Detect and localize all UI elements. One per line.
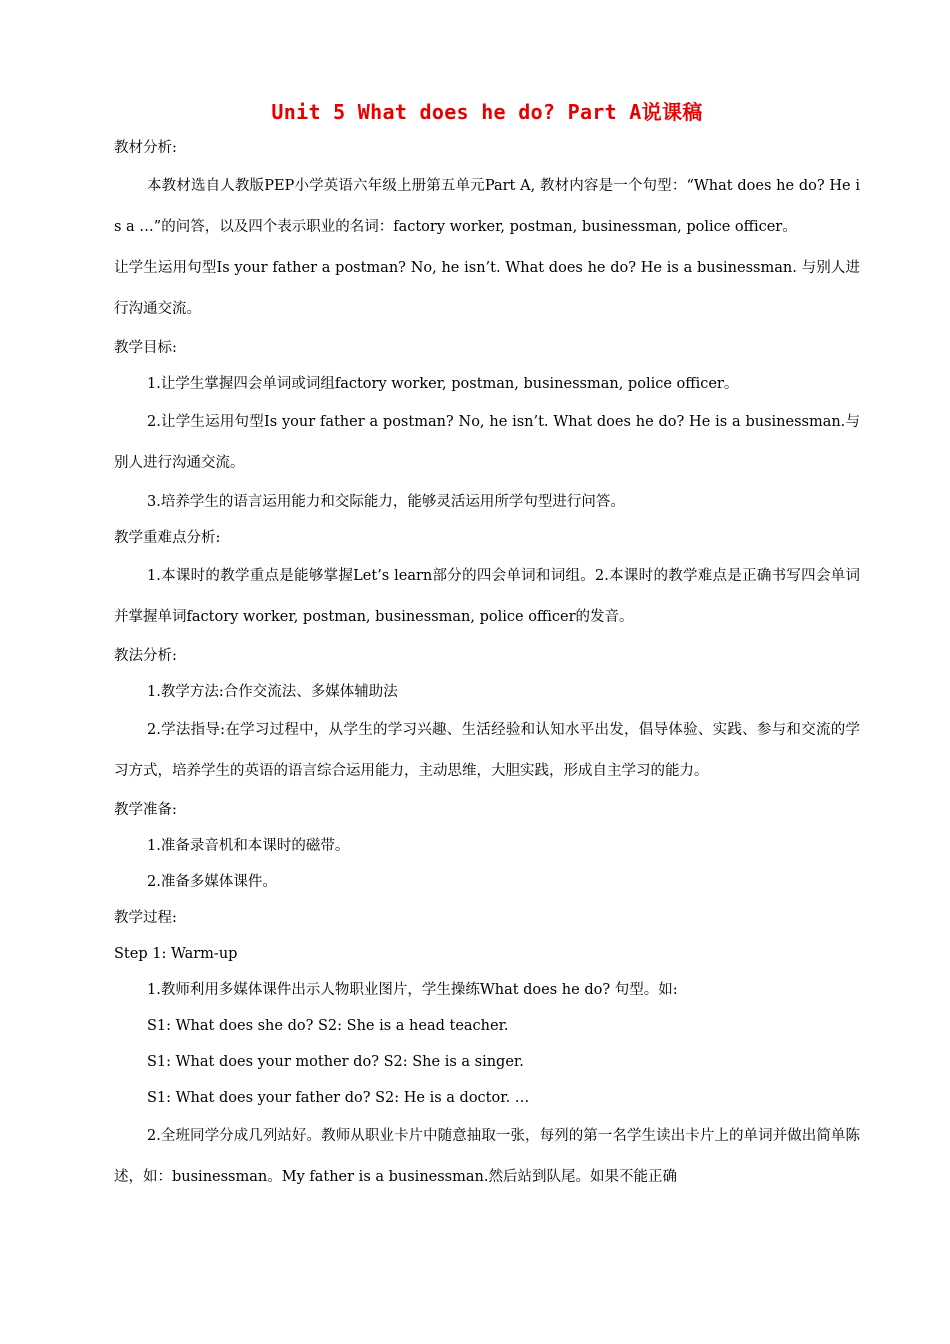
step-1-item-2: 2.全班同学分成几列站好。教师从职业卡片中随意抽取一张，每列的第一名学生读出卡片上的单词并做出简单陈述，如：businessman。My father is a businessman.然后站到队尾。如果不能正确 <box>114 1128 860 1185</box>
section-heading-keypoints: 教学重难点分析: <box>114 530 221 546</box>
document-page <box>114 96 860 1198</box>
section-heading-process: 教学过程: <box>114 910 177 926</box>
analysis-paragraph-1: 本教材选自人教版PEP小学英语六年级上册第五单元Part A, 教材内容是一个句型：“What does he do? He is a …”的问答，以及四个表示职业的名词：factory worker, postman, businessman, police officer。 <box>114 178 860 235</box>
section-heading-analysis: 教材分析: <box>114 140 177 156</box>
document-title: Unit 5 What does he do? Part A说课稿 <box>271 100 703 124</box>
prep-item-1: 1.准备录音机和本课时的磁带。 <box>147 838 350 854</box>
section-heading-methods: 教法分析: <box>114 648 177 664</box>
dialog-line-3: S1: What does your father do? S2: He is a doctor. … <box>147 1090 530 1106</box>
analysis-paragraph-2: 让学生运用句型Is your father a postman? No, he isn’t. What does he do? He is a businessman. 与别人进行沟通交流。 <box>114 260 860 317</box>
keypoints-paragraph: 1.本课时的教学重点是能够掌握Let’s learn部分的四会单词和词组。2.本课时的教学难点是正确书写四会单词并掌握单词factory worker, postman, businessman, police officer的发音。 <box>114 568 860 625</box>
prep-item-2: 2.准备多媒体课件。 <box>147 874 277 890</box>
step-1-heading: Step 1: Warm-up <box>114 946 238 962</box>
step-1-item-1: 1.教师利用多媒体课件出示人物职业图片，学生操练What does he do? 句型。如: <box>147 982 678 998</box>
goal-item-3: 3.培养学生的语言运用能力和交际能力，能够灵活运用所学句型进行问答。 <box>147 494 625 510</box>
dialog-line-2: S1: What does your mother do? S2: She is a singer. <box>147 1054 524 1070</box>
method-item-2: 2.学法指导:在学习过程中，从学生的学习兴趣、生活经验和认知水平出发，倡导体验、实践、参与和交流的学习方式，培养学生的英语的语言综合运用能力，主动思维，大胆实践，形成自主学习的能力。 <box>114 722 860 779</box>
section-heading-goals: 教学目标: <box>114 340 177 356</box>
method-item-1: 1.教学方法:合作交流法、多媒体辅助法 <box>147 684 398 700</box>
section-heading-prep: 教学准备: <box>114 802 177 818</box>
dialog-line-1: S1: What does she do? S2: She is a head teacher. <box>147 1018 509 1034</box>
goal-item-1: 1.让学生掌握四会单词或词组factory worker, postman, businessman, police officer。 <box>147 376 739 392</box>
goal-item-2: 2.让学生运用句型Is your father a postman? No, he isn’t. What does he do? He is a businessman.与别人进行沟通交流。 <box>114 414 860 471</box>
